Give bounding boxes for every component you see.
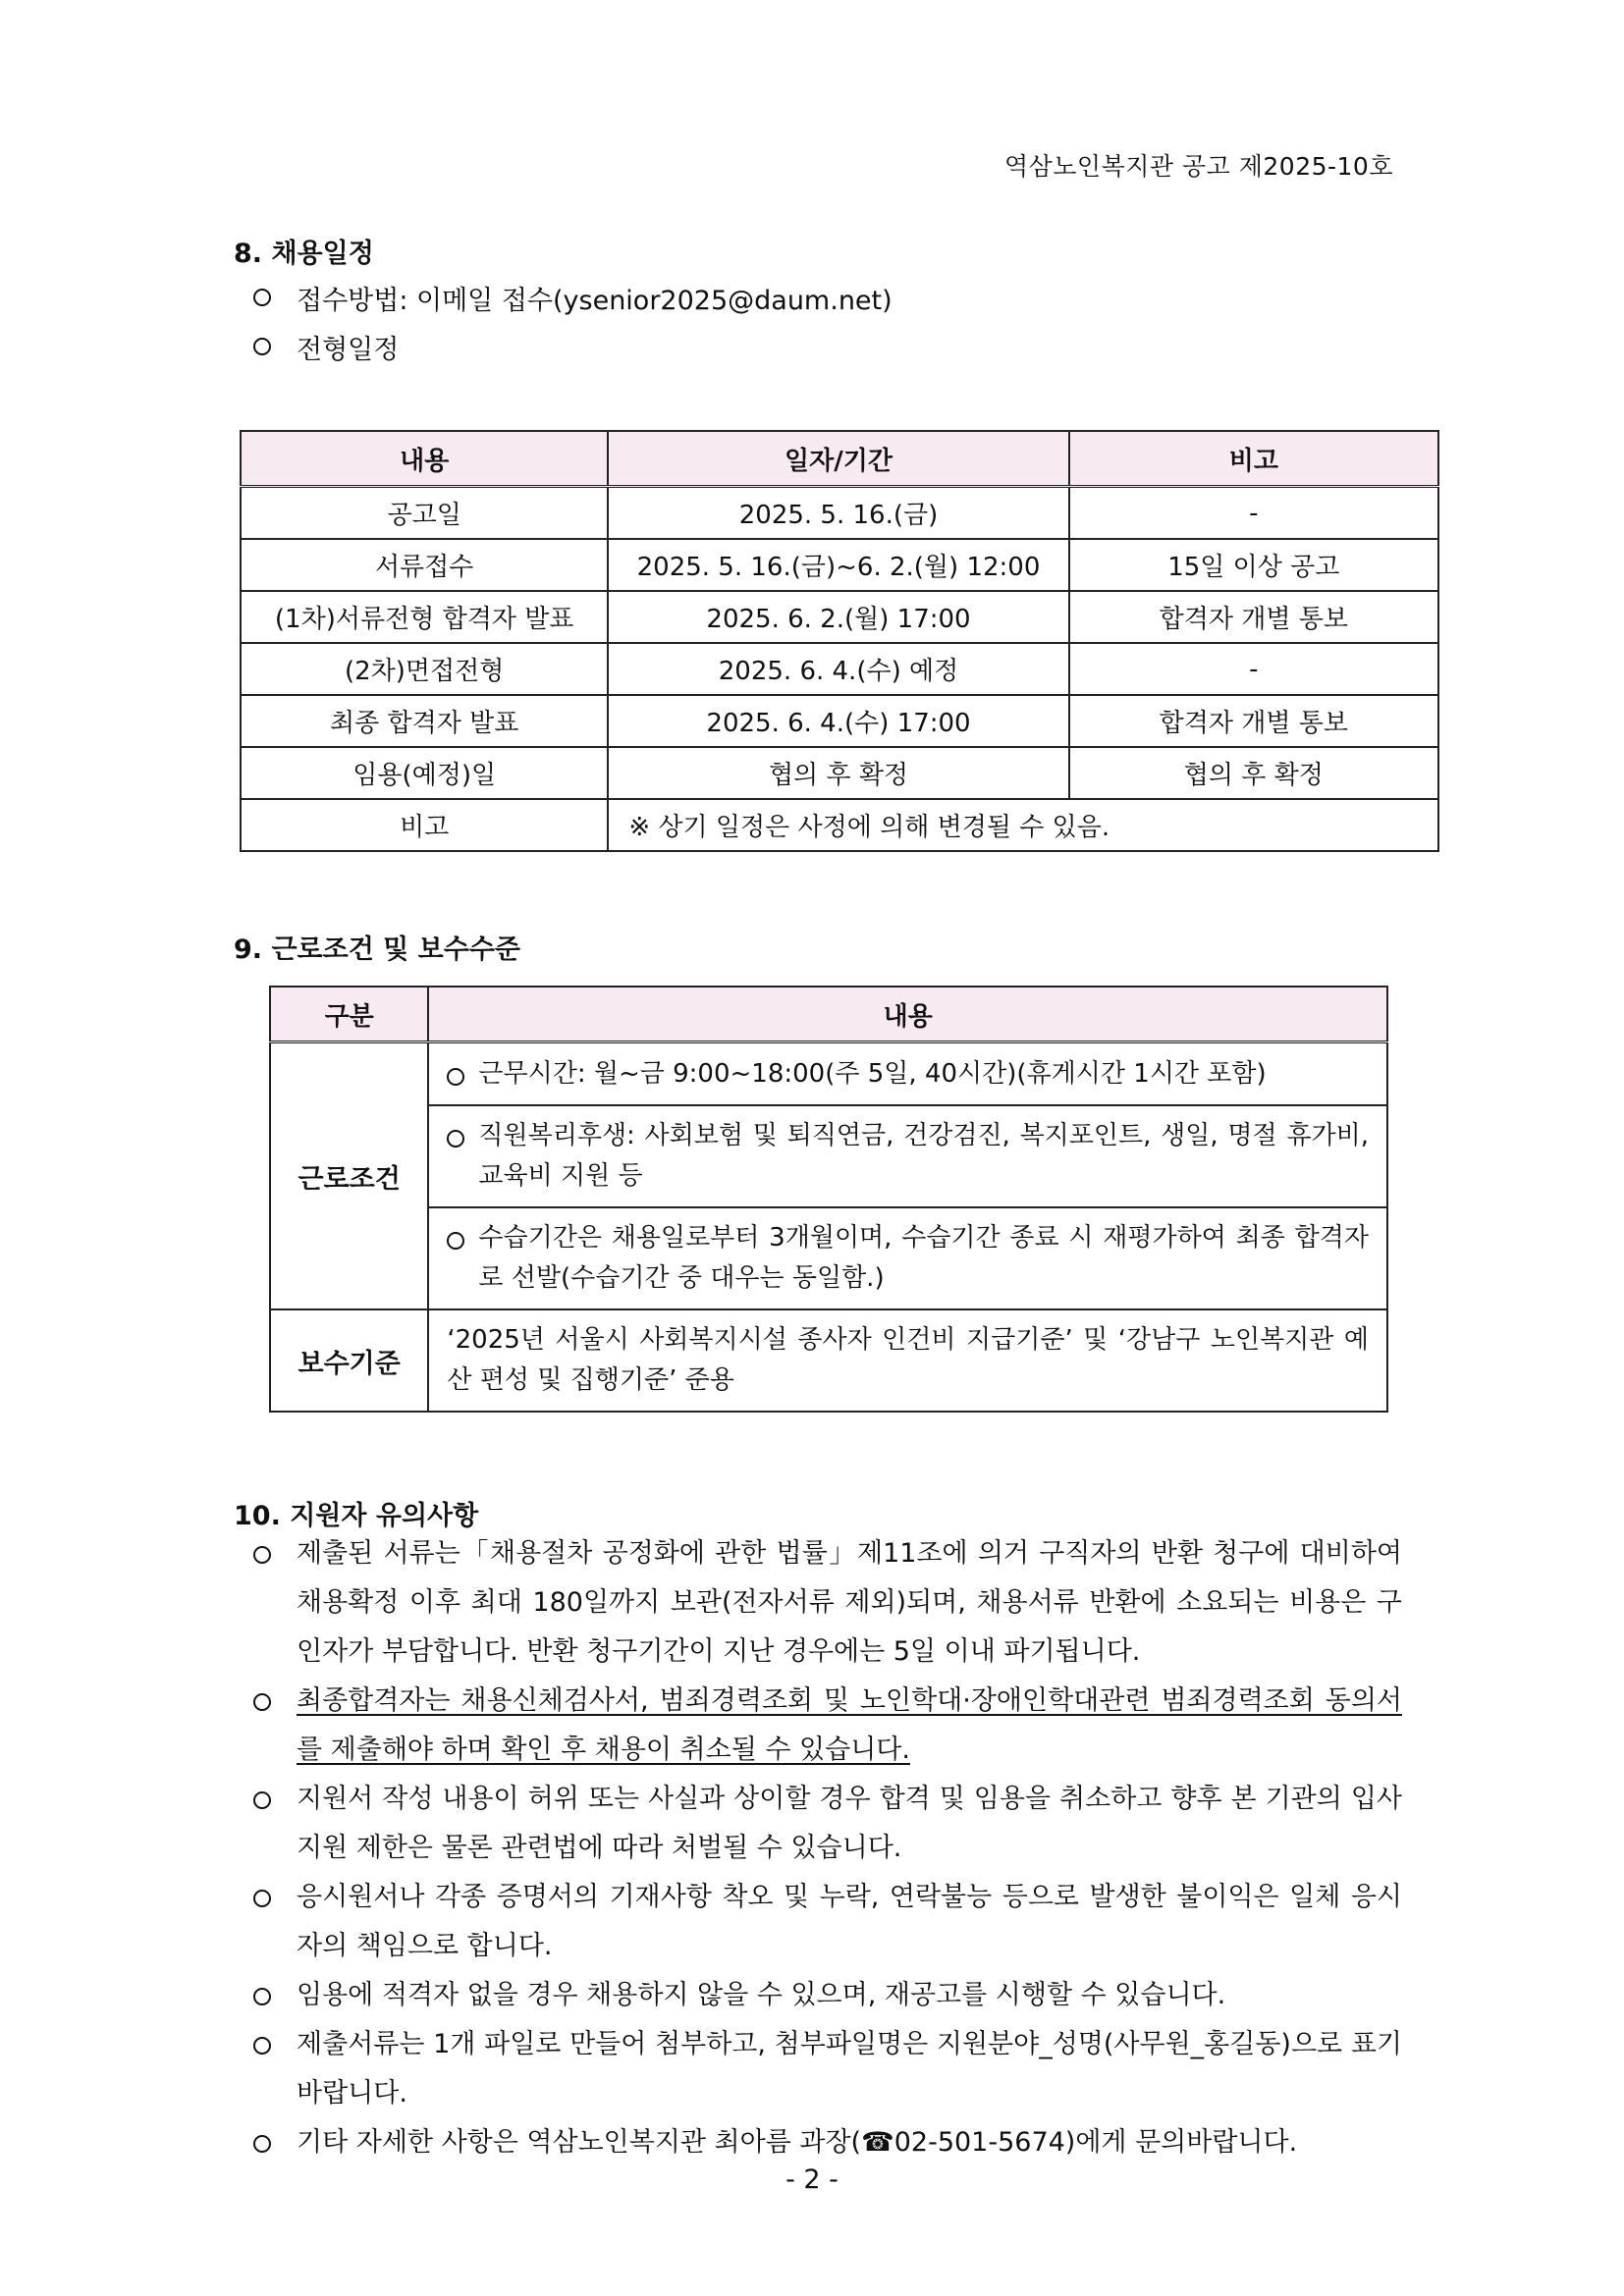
table-cell: 서류접수 [241,539,608,591]
list-item-text: 제출서류는 1개 파일로 만들어 첨부하고, 첨부파일명은 지원분야_성명(사무원_홍길동)으로 표기 바랍니다. [297,2029,1402,2109]
table-cell: 15일 이상 공고 [1069,539,1438,591]
section-9-title: 9. 근로조건 및 보수수준 [234,934,520,965]
table-cell: 2025. 6. 4.(수) 예정 [608,643,1068,695]
bullet-application-method [253,279,893,317]
list-item [253,2118,1402,2167]
list-item-text-underlined: 최종합격자는 채용신체검사서, 범죄경력조회 및 노인학대·장애인학대관련 범죄경력조회 동의서를 제출해야 하며 확인 후 채용이 취소될 수 있습니다. [297,1685,1402,1765]
circle-bullet-icon [253,1890,271,1907]
table-cell: 최종 합격자 발표 [241,695,608,747]
table-cell: - [1069,487,1438,540]
circle-bullet-icon [253,338,271,355]
table-cell: (2차)면접전형 [241,643,608,695]
work-conditions-label: 근로조건 [270,1042,428,1310]
pay-standard-text: ‘2025년 서울시 사회복지시설 종사자 인건비 지급기준’ 및 ‘강남구 노인복지관 예산 편성 및 집행기준’ 준용 [428,1309,1387,1412]
table-row [270,1042,1387,1106]
bullet-text: 전형일정 [297,335,400,365]
work-item [428,1105,1387,1207]
bullet-text: 접수방법: 이메일 접수(ysenior2025@daum.net) [297,286,893,316]
header-cell: 구분 [270,987,428,1042]
table-row [241,539,1438,591]
work-item-text: 수습기간은 채용일로부터 3개월이며, 수습기간 종료 시 재평가하여 최종 합격자로 선발(수습기간 중 대우는 동일함.) [478,1223,1369,1293]
table-note-row [241,799,1438,851]
list-item [253,1971,1402,2020]
circle-bullet-icon [253,2135,271,2153]
table-row [241,643,1438,695]
table-cell: 합격자 개별 통보 [1069,591,1438,643]
work-conditions-table [269,986,1388,1413]
table-cell: 협의 후 확정 [1069,747,1438,799]
table-row [241,487,1438,540]
table-row [270,1207,1387,1309]
table-cell: 2025. 5. 16.(금) [608,487,1068,540]
work-item [428,1207,1387,1309]
circle-bullet-icon [253,1988,271,2005]
section-10-title: 10. 지원자 유의사항 [234,1501,479,1531]
table-cell: 공고일 [241,487,608,540]
list-item [253,1873,1402,1971]
list-item [253,1775,1402,1873]
list-item [253,1529,1402,1677]
header-cell: 비고 [1069,431,1438,487]
note-text-cell: ※ 상기 일정은 사정에 의해 변경될 수 있음. [608,799,1438,851]
work-item-text: 직원복리후생: 사회보험 및 퇴직연금, 건강검진, 복지포인트, 생일, 명절 휴가비, 교육비 지원 등 [478,1121,1369,1191]
table-cell: 합격자 개별 통보 [1069,695,1438,747]
note-label-cell: 비고 [241,799,608,851]
work-item [428,1042,1387,1106]
header-cell: 일자/기간 [608,431,1068,487]
table-cell: - [1069,643,1438,695]
circle-bullet-icon [253,1546,271,1564]
table-row [270,1105,1387,1207]
circle-bullet-icon [253,2037,271,2055]
list-item-text: 기타 자세한 사항은 역삼노인복지관 최아름 과장(☎02-501-5674)에게 문의바랍니다. [297,2127,1298,2158]
page-number: - 2 - [785,2164,839,2195]
applicant-notice-list [253,1529,1402,2167]
table-row [241,591,1438,643]
table-cell: 2025. 6. 4.(수) 17:00 [608,695,1068,747]
list-item-text: 임용에 적격자 없을 경우 채용하지 않을 수 있으며, 재공고를 시행할 수 있습니다. [297,1980,1226,2010]
list-item-text: 지원서 작성 내용이 허위 또는 사실과 상이할 경우 합격 및 임용을 취소하고 향후 본 기관의 입사지원 제한은 물론 관련법에 따라 처벌될 수 있습니다. [297,1784,1402,1863]
circle-bullet-icon [447,1130,464,1148]
circle-bullet-icon [253,1791,271,1809]
table-cell: 2025. 6. 2.(월) 17:00 [608,591,1068,643]
pay-standard-label: 보수기준 [270,1309,428,1412]
circle-bullet-icon [253,289,271,306]
table-cell: 협의 후 확정 [608,747,1068,799]
table-row [241,695,1438,747]
table-row [270,1309,1387,1412]
list-item-text: 응시원서나 각종 증명서의 기재사항 착오 및 누락, 연락불능 등으로 발생한 불이익은 일체 응시자의 책임으로 합니다. [297,1882,1402,1961]
header-cell: 내용 [241,431,608,487]
bullet-selection-schedule [253,328,399,366]
header-cell: 내용 [428,987,1387,1042]
schedule-table [240,430,1439,852]
list-item [253,2020,1402,2118]
table-row [241,747,1438,799]
table-cell: 임용(예정)일 [241,747,608,799]
table-header-row [241,431,1438,487]
circle-bullet-icon [253,1693,271,1711]
table-cell: 2025. 5. 16.(금)~6. 2.(월) 12:00 [608,539,1068,591]
circle-bullet-icon [447,1068,464,1086]
circle-bullet-icon [447,1232,464,1250]
work-item-text: 근무시간: 월~금 9:00~18:00(주 5일, 40시간)(휴게시간 1시간 포함) [478,1058,1267,1089]
notice-number: 역삼노인복지관 공고 제2025-10호 [1003,152,1393,181]
list-item [253,1677,1402,1775]
list-item-text: 제출된 서류는「채용절차 공정화에 관한 법률」제11조에 의거 구직자의 반환 청구에 대비하여 채용확정 이후 최대 180일까지 보관(전자서류 제외)되며, 채용서류 반환에 소요되는 비용은 구인자가 부담합니다. 반환 청구기간이 지난 경우에는 5일 이내 파기됩니다. [297,1538,1402,1667]
table-header-row [270,987,1387,1042]
table-cell: (1차)서류전형 합격자 발표 [241,591,608,643]
section-8-title: 8. 채용일정 [234,239,374,269]
